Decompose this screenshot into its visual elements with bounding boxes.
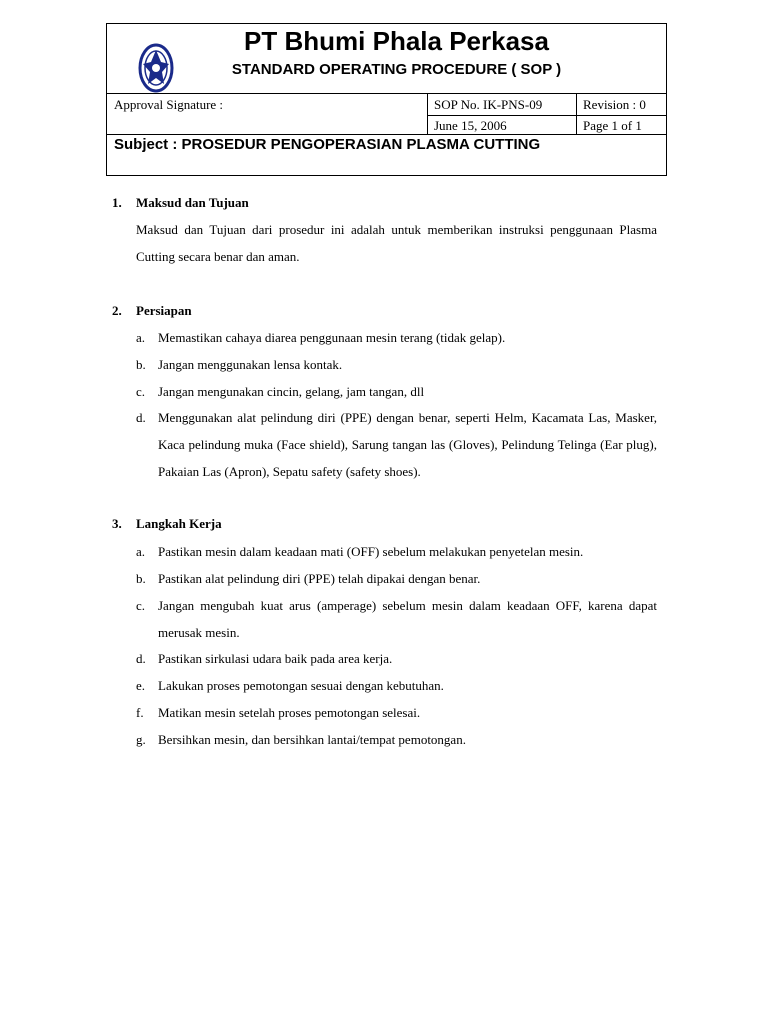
table-divider (427, 115, 666, 116)
section-paragraph: Maksud dan Tujuan dari prosedur ini adalah untuk memberikan instruksi penggunaan Plasma Cutting secara benar dan aman. (136, 222, 657, 264)
document-type-title: STANDARD OPERATING PROCEDURE ( SOP ) (231, 61, 562, 78)
section-number: 1. (112, 195, 122, 210)
list-item-text: Pastikan mesin dalam keadaan mati (OFF) sebelum melakukan penyetelan mesin. (158, 544, 584, 559)
list-item-text: Jangan menggunakan lensa kontak. (158, 357, 343, 372)
list-item-text: Pastikan alat pelindung diri (PPE) telah dipakai dengan benar. (158, 571, 481, 586)
company-name: PT Bhumi Phala Perkasa (244, 26, 549, 56)
table-divider (107, 134, 666, 135)
list-item-letter: c. (136, 384, 146, 399)
section-number: 3. (112, 516, 122, 531)
document-date: June 15, 2006 (434, 118, 507, 133)
list-item-text: Memastikan cahaya diarea penggunaan mesin terang (tidak gelap). (158, 330, 506, 345)
sop-header-table (106, 23, 667, 176)
section-title: Maksud dan Tujuan (136, 195, 249, 210)
section-heading (112, 516, 222, 532)
revision-number: Revision : 0 (583, 97, 646, 112)
table-divider (427, 93, 428, 134)
section-title: Persiapan (136, 303, 192, 318)
page-number: Page 1 of 1 (583, 118, 642, 133)
section-number: 2. (112, 303, 122, 318)
table-divider (107, 93, 666, 94)
list-item-letter: a. (136, 544, 146, 559)
section-title: Langkah Kerja (136, 516, 222, 531)
list-item-letter: f. (136, 705, 144, 720)
list-item-letter: e. (136, 678, 146, 693)
list-item-letter: a. (136, 330, 146, 345)
list-item-text: Matikan mesin setelah proses pemotongan selesai. (158, 705, 421, 720)
section-heading (112, 195, 249, 211)
list-item-letter: b. (136, 357, 146, 372)
list-item-text: Jangan mengunakan cincin, gelang, jam tangan, dll (158, 384, 425, 399)
sop-number: SOP No. IK-PNS-09 (434, 97, 543, 112)
section-heading (112, 303, 192, 319)
list-item-text: Jangan mengubah kuat arus (amperage) sebelum mesin dalam keadaan OFF, karena dapat merusak mesin. (158, 598, 657, 640)
table-divider (576, 93, 577, 134)
list-item-text: Menggunakan alat pelindung diri (PPE) dengan benar, seperti Helm, Kacamata Las, Masker, Kaca pelindung muka (Face shield), Sarung tangan las (Gloves), Pelindung Telinga (Ear plug), Pakaian Las (Apron), Sepatu safety (safety shoes). (158, 410, 657, 479)
subject-line: Subject : PROSEDUR PENGOPERASIAN PLASMA CUTTING (114, 136, 541, 153)
list-item-text: Bersihkan mesin, dan bersihkan lantai/tempat pemotongan. (158, 732, 466, 747)
approval-signature-label: Approval Signature : (114, 97, 224, 112)
list-item-letter: d. (136, 651, 146, 666)
list-item-letter: b. (136, 571, 146, 586)
list-item-letter: c. (136, 598, 146, 613)
list-item-text: Lakukan proses pemotongan sesuai dengan kebutuhan. (158, 678, 444, 693)
list-item-letter: d. (136, 410, 146, 425)
list-item-text: Pastikan sirkulasi udara baik pada area kerja. (158, 651, 393, 666)
list-item-letter: g. (136, 732, 146, 747)
